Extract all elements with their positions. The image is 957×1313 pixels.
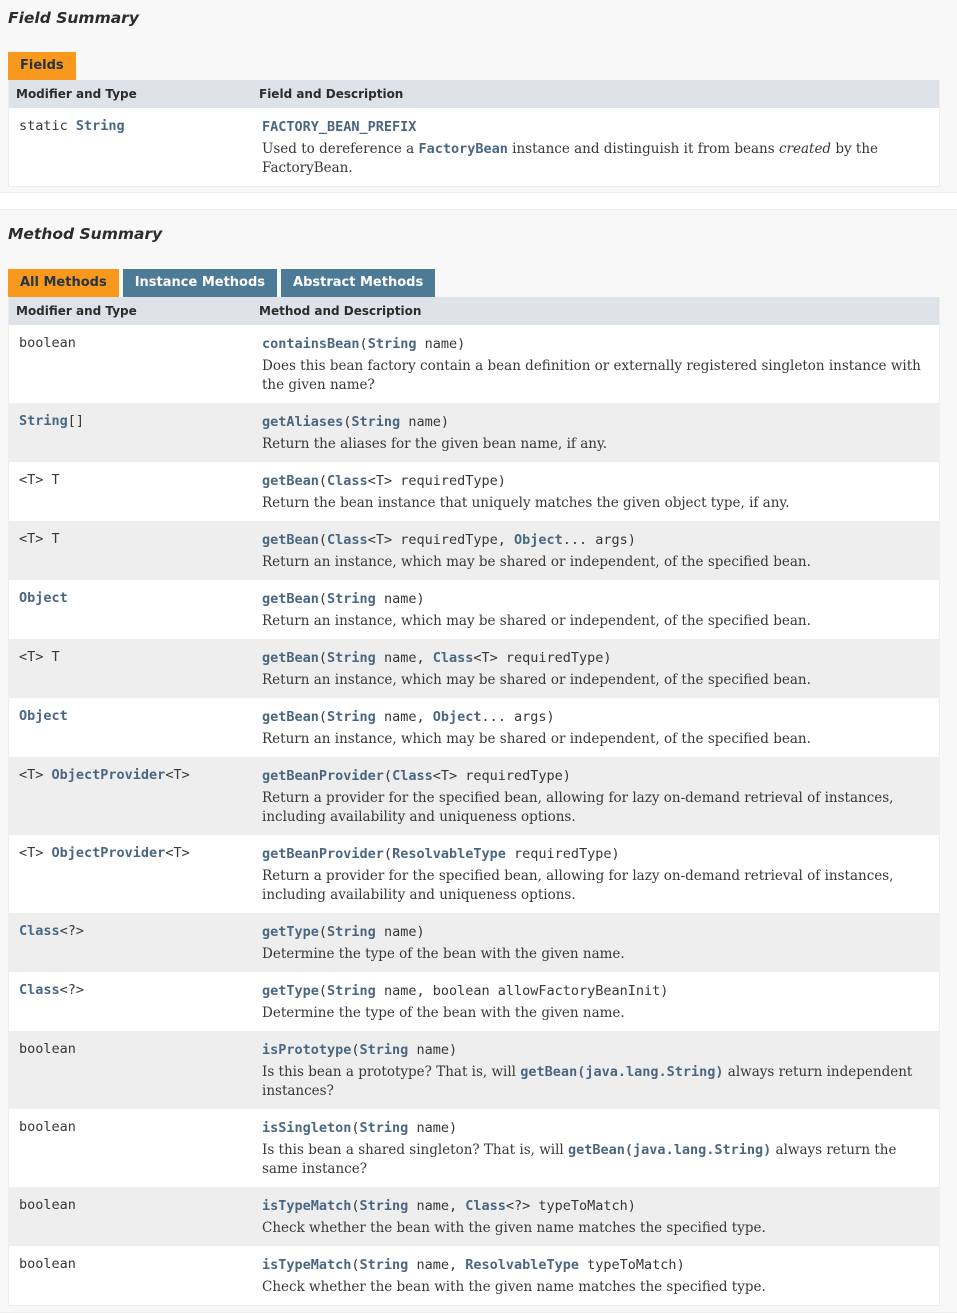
- method-signature: [262, 923, 929, 941]
- method-link-getbean[interactable]: getBean: [262, 473, 319, 489]
- field-table-header: [9, 80, 940, 108]
- sig-text: (: [318, 532, 328, 548]
- method-signature: [262, 590, 929, 608]
- desc-text: Determine the type of the bean with the given name.: [262, 1005, 625, 1021]
- method-modifier: [9, 1246, 253, 1306]
- method-link-getbeanprovider[interactable]: getBeanProvider: [262, 846, 384, 862]
- sig-text: (: [343, 414, 352, 430]
- table-row: [9, 1031, 940, 1109]
- method-signature: [262, 982, 929, 1000]
- sig-text: ... args): [481, 709, 555, 725]
- method-modifier: [9, 698, 253, 757]
- method-description-cell: [252, 1031, 940, 1109]
- method-description-cell: [252, 1187, 940, 1246]
- modifier-text: <?>: [59, 923, 85, 939]
- sig-text: (: [318, 473, 328, 489]
- desc-text: Check whether the bean with the given name matches the specified type.: [262, 1279, 766, 1295]
- method-description: [262, 671, 929, 690]
- method-description: [262, 867, 929, 905]
- method-description: [262, 435, 929, 454]
- sig-text: (: [318, 709, 328, 725]
- sig-text: (: [351, 1042, 360, 1058]
- tab-all-methods[interactable]: All Methods: [8, 269, 119, 297]
- modifier-text: <T>: [165, 845, 190, 861]
- field-summary-title: Field Summary: [8, 9, 139, 27]
- method-modifier: [9, 1031, 253, 1109]
- table-row: [9, 462, 940, 521]
- table-row: [9, 521, 940, 580]
- type-link-class[interactable]: Class: [19, 982, 60, 998]
- column-header-method: Method and Description: [252, 297, 940, 325]
- desc-text: Used to dereference a: [262, 141, 419, 157]
- type-link-getbean-java-lang-string[interactable]: getBean(java.lang.String): [520, 1064, 724, 1080]
- method-modifier: [9, 972, 253, 1031]
- method-description-cell: [252, 757, 940, 835]
- sig-text: (: [318, 591, 328, 607]
- field-description: [262, 140, 929, 178]
- table-row: [9, 835, 940, 913]
- method-modifier: [9, 580, 253, 639]
- table-row: [9, 639, 940, 698]
- desc-text: Check whether the bean with the given name matches the specified type.: [262, 1220, 766, 1236]
- type-link-string[interactable]: String: [359, 1120, 409, 1136]
- method-description-cell: [252, 972, 940, 1031]
- table-row: [9, 972, 940, 1031]
- method-link-gettype[interactable]: getType: [262, 983, 319, 999]
- method-link-getbean[interactable]: getBean: [262, 532, 319, 548]
- desc-emphasis: created: [778, 141, 832, 157]
- sig-text: (: [351, 1120, 360, 1136]
- type-link-string[interactable]: String: [351, 414, 401, 430]
- type-link-class[interactable]: Class: [327, 532, 368, 548]
- sig-text: (: [359, 336, 368, 352]
- method-modifier: [9, 403, 253, 462]
- table-row: [9, 325, 940, 403]
- sig-text: <T> requiredType): [367, 473, 506, 489]
- sig-text: (: [351, 1198, 360, 1214]
- method-description: [262, 789, 929, 827]
- sig-text: typeToMatch): [579, 1257, 685, 1273]
- modifier-text: <T>: [165, 767, 190, 783]
- link-factory-bean[interactable]: FactoryBean: [418, 141, 508, 157]
- method-description: [262, 357, 929, 395]
- modifier-text: boolean: [19, 1041, 76, 1057]
- modifier-static: static: [19, 118, 76, 134]
- method-link-isprototype[interactable]: isPrototype: [262, 1042, 352, 1058]
- type-link-string[interactable]: String: [327, 983, 376, 999]
- type-link-objectprovider[interactable]: ObjectProvider: [51, 767, 166, 783]
- method-link-containsbean[interactable]: containsBean: [262, 336, 360, 352]
- column-header-field: Field and Description: [252, 80, 940, 108]
- type-link-class[interactable]: Class: [432, 650, 474, 666]
- table-row: [9, 403, 940, 462]
- method-modifier: [9, 462, 253, 521]
- method-modifier: [9, 639, 253, 698]
- method-description: [262, 1063, 929, 1101]
- type-link-string[interactable]: String: [327, 591, 376, 607]
- sig-text: (: [318, 924, 328, 940]
- sig-text: name,: [408, 1257, 466, 1273]
- sig-text: name): [416, 336, 466, 352]
- desc-text: Is this bean a shared singleton? That is, will: [262, 1142, 569, 1158]
- method-description: [262, 494, 929, 513]
- desc-text: Determine the type of the bean with the given name.: [262, 946, 625, 962]
- sig-text: name): [408, 1042, 458, 1058]
- method-link-getbean[interactable]: getBean: [262, 650, 319, 666]
- sig-text: name): [400, 414, 449, 430]
- method-link-istypematch[interactable]: isTypeMatch: [262, 1198, 352, 1214]
- method-signature: [262, 531, 929, 549]
- sig-text: (: [318, 650, 328, 666]
- column-header-modifier: Modifier and Type: [9, 80, 253, 108]
- desc-text: Return an instance, which may be shared or independent, of the specified bean.: [262, 672, 811, 688]
- table-row: [9, 1109, 940, 1187]
- field-description-cell: [252, 108, 940, 187]
- method-modifier: [9, 521, 253, 580]
- method-modifier: [9, 757, 253, 835]
- method-summary-title: Method Summary: [8, 225, 163, 243]
- desc-text: Return an instance, which may be shared or independent, of the specified bean.: [262, 613, 811, 629]
- sig-text: name,: [375, 650, 433, 666]
- field-summary-section: [0, 0, 957, 193]
- method-rows: [9, 325, 940, 1306]
- method-modifier: [9, 913, 253, 972]
- modifier-text: boolean: [19, 1197, 76, 1213]
- method-signature: [262, 845, 929, 863]
- desc-text: Return a provider for the specified bean, allowing for lazy on-demand retrieval of instances, including availability and uniqueness options.: [262, 790, 894, 825]
- type-link-string[interactable]: String: [359, 1198, 409, 1214]
- desc-text: always return independent instances?: [262, 1064, 913, 1099]
- table-row: [9, 913, 940, 972]
- method-description: [262, 1141, 929, 1179]
- method-description: [262, 945, 929, 964]
- method-link-getbeanprovider[interactable]: getBeanProvider: [262, 768, 384, 784]
- sig-text: (: [383, 768, 393, 784]
- method-description-cell: [252, 580, 940, 639]
- method-link-gettype[interactable]: getType: [262, 924, 319, 940]
- type-link-objectprovider[interactable]: ObjectProvider: [51, 845, 166, 861]
- type-link-string[interactable]: String: [75, 118, 125, 134]
- sig-text: <T> requiredType): [473, 650, 612, 666]
- method-signature: [262, 1256, 929, 1274]
- desc-text: by the FactoryBean.: [262, 141, 879, 176]
- table-row: [9, 698, 940, 757]
- table-row: [9, 1246, 940, 1306]
- method-table-header: [9, 297, 940, 325]
- type-link-class[interactable]: Class: [327, 473, 368, 489]
- column-header-modifier: Modifier and Type: [9, 297, 253, 325]
- method-link-istypematch[interactable]: isTypeMatch: [262, 1257, 352, 1273]
- method-signature: [262, 1041, 929, 1059]
- sig-text: (: [383, 846, 393, 862]
- method-signature: [262, 708, 929, 726]
- method-description: [262, 612, 929, 631]
- sig-text: name,: [375, 709, 433, 725]
- type-link-string[interactable]: String: [19, 413, 68, 429]
- field-link-factory-bean-prefix[interactable]: FACTORY_BEAN_PREFIX: [262, 119, 417, 135]
- method-link-getbean[interactable]: getBean: [262, 709, 319, 725]
- type-link-string[interactable]: String: [327, 709, 376, 725]
- modifier-text: boolean: [19, 1119, 76, 1135]
- type-link-object[interactable]: Object: [432, 709, 482, 725]
- method-description-cell: [252, 639, 940, 698]
- method-description-cell: [252, 1246, 940, 1306]
- table-row: [9, 108, 940, 187]
- modifier-text: boolean: [19, 1256, 76, 1272]
- modifier-text: <?>: [59, 982, 85, 998]
- method-link-getbean[interactable]: getBean: [262, 591, 319, 607]
- modifier-text: []: [67, 413, 85, 429]
- method-description: [262, 730, 929, 749]
- field-modifier: [9, 108, 253, 187]
- type-link-resolvabletype[interactable]: ResolvableType: [465, 1257, 580, 1273]
- method-description: [262, 553, 929, 572]
- type-link-class[interactable]: Class: [465, 1198, 506, 1214]
- modifier-text: boolean: [19, 335, 76, 351]
- method-modifier: [9, 835, 253, 913]
- method-signature: [262, 1197, 929, 1215]
- method-link-issingleton[interactable]: isSingleton: [262, 1120, 352, 1136]
- tab-abstract-methods[interactable]: Abstract Methods: [281, 269, 435, 297]
- type-link-object[interactable]: Object: [19, 708, 68, 724]
- tab-fields: Fields: [8, 52, 76, 80]
- sig-text: <T> requiredType): [432, 768, 571, 784]
- type-link-string[interactable]: String: [359, 1257, 409, 1273]
- type-link-getbean-java-lang-string[interactable]: getBean(java.lang.String): [568, 1142, 772, 1158]
- method-description: [262, 1278, 929, 1297]
- type-link-string[interactable]: String: [367, 336, 417, 352]
- sig-text: name): [408, 1120, 458, 1136]
- modifier-text: <T> T: [19, 531, 60, 547]
- sig-text: ... args): [562, 532, 636, 548]
- method-modifier: [9, 1187, 253, 1246]
- sig-text: name): [375, 591, 425, 607]
- desc-text: Return the bean instance that uniquely matches the given object type, if any.: [262, 495, 790, 511]
- field-tabs: [8, 52, 940, 80]
- sig-text: <?> typeToMatch): [505, 1198, 636, 1214]
- sig-text: name, boolean allowFactoryBeanInit): [375, 983, 669, 999]
- sig-text: (: [318, 983, 328, 999]
- desc-text: instance and distinguish it from beans: [507, 141, 779, 157]
- desc-text: Does this bean factory contain a bean definition or externally registered singleton instance with the given name?: [262, 358, 921, 393]
- table-row: [9, 580, 940, 639]
- method-description-cell: [252, 835, 940, 913]
- table-row: [9, 1187, 940, 1246]
- type-link-object[interactable]: Object: [514, 532, 563, 548]
- modifier-text: <T>: [19, 845, 52, 861]
- method-description-cell: [252, 1109, 940, 1187]
- method-signature: [262, 413, 929, 431]
- method-modifier: [9, 1109, 253, 1187]
- type-link-string[interactable]: String: [359, 1042, 409, 1058]
- modifier-text: <T>: [19, 767, 52, 783]
- type-link-class[interactable]: Class: [392, 768, 433, 784]
- sig-text: <T> requiredType,: [367, 532, 514, 548]
- method-description: [262, 1004, 929, 1023]
- sig-text: (: [351, 1257, 360, 1273]
- desc-text: Is this bean a prototype? That is, will: [262, 1064, 521, 1080]
- type-link-string[interactable]: String: [327, 924, 376, 940]
- desc-text: Return the aliases for the given bean name, if any.: [262, 436, 608, 452]
- method-signature: [262, 472, 929, 490]
- desc-text: Return a provider for the specified bean, allowing for lazy on-demand retrieval of instances, including availability and uniqueness options.: [262, 868, 894, 903]
- sig-text: name,: [408, 1198, 466, 1214]
- method-description-cell: [252, 403, 940, 462]
- modifier-text: <T> T: [19, 649, 60, 665]
- desc-text: Return an instance, which may be shared or independent, of the specified bean.: [262, 731, 811, 747]
- method-signature: [262, 767, 929, 785]
- modifier-text: <T> T: [19, 472, 60, 488]
- method-description-cell: [252, 325, 940, 403]
- method-summary-section: [0, 209, 957, 1313]
- type-link-class[interactable]: Class: [19, 923, 60, 939]
- method-tabs: [8, 269, 940, 297]
- field-summary-table: [8, 80, 940, 187]
- type-link-object[interactable]: Object: [19, 590, 68, 606]
- method-description-cell: [252, 698, 940, 757]
- method-signature: [262, 1119, 929, 1137]
- desc-text: Return an instance, which may be shared or independent, of the specified bean.: [262, 554, 811, 570]
- type-link-resolvabletype[interactable]: ResolvableType: [392, 846, 506, 862]
- method-modifier: [9, 325, 253, 403]
- type-link-string[interactable]: String: [327, 650, 376, 666]
- method-description: [262, 1219, 929, 1238]
- method-link-getaliases[interactable]: getAliases: [262, 414, 344, 430]
- tab-instance-methods[interactable]: Instance Methods: [123, 269, 277, 297]
- method-description-cell: [252, 462, 940, 521]
- method-description-cell: [252, 521, 940, 580]
- method-description-cell: [252, 913, 940, 972]
- desc-text: always return the same instance?: [262, 1142, 897, 1177]
- sig-text: name): [375, 924, 425, 940]
- table-row: [9, 757, 940, 835]
- sig-text: requiredType): [505, 846, 620, 862]
- method-summary-table: [8, 297, 940, 1306]
- method-signature: [262, 335, 929, 353]
- method-signature: [262, 649, 929, 667]
